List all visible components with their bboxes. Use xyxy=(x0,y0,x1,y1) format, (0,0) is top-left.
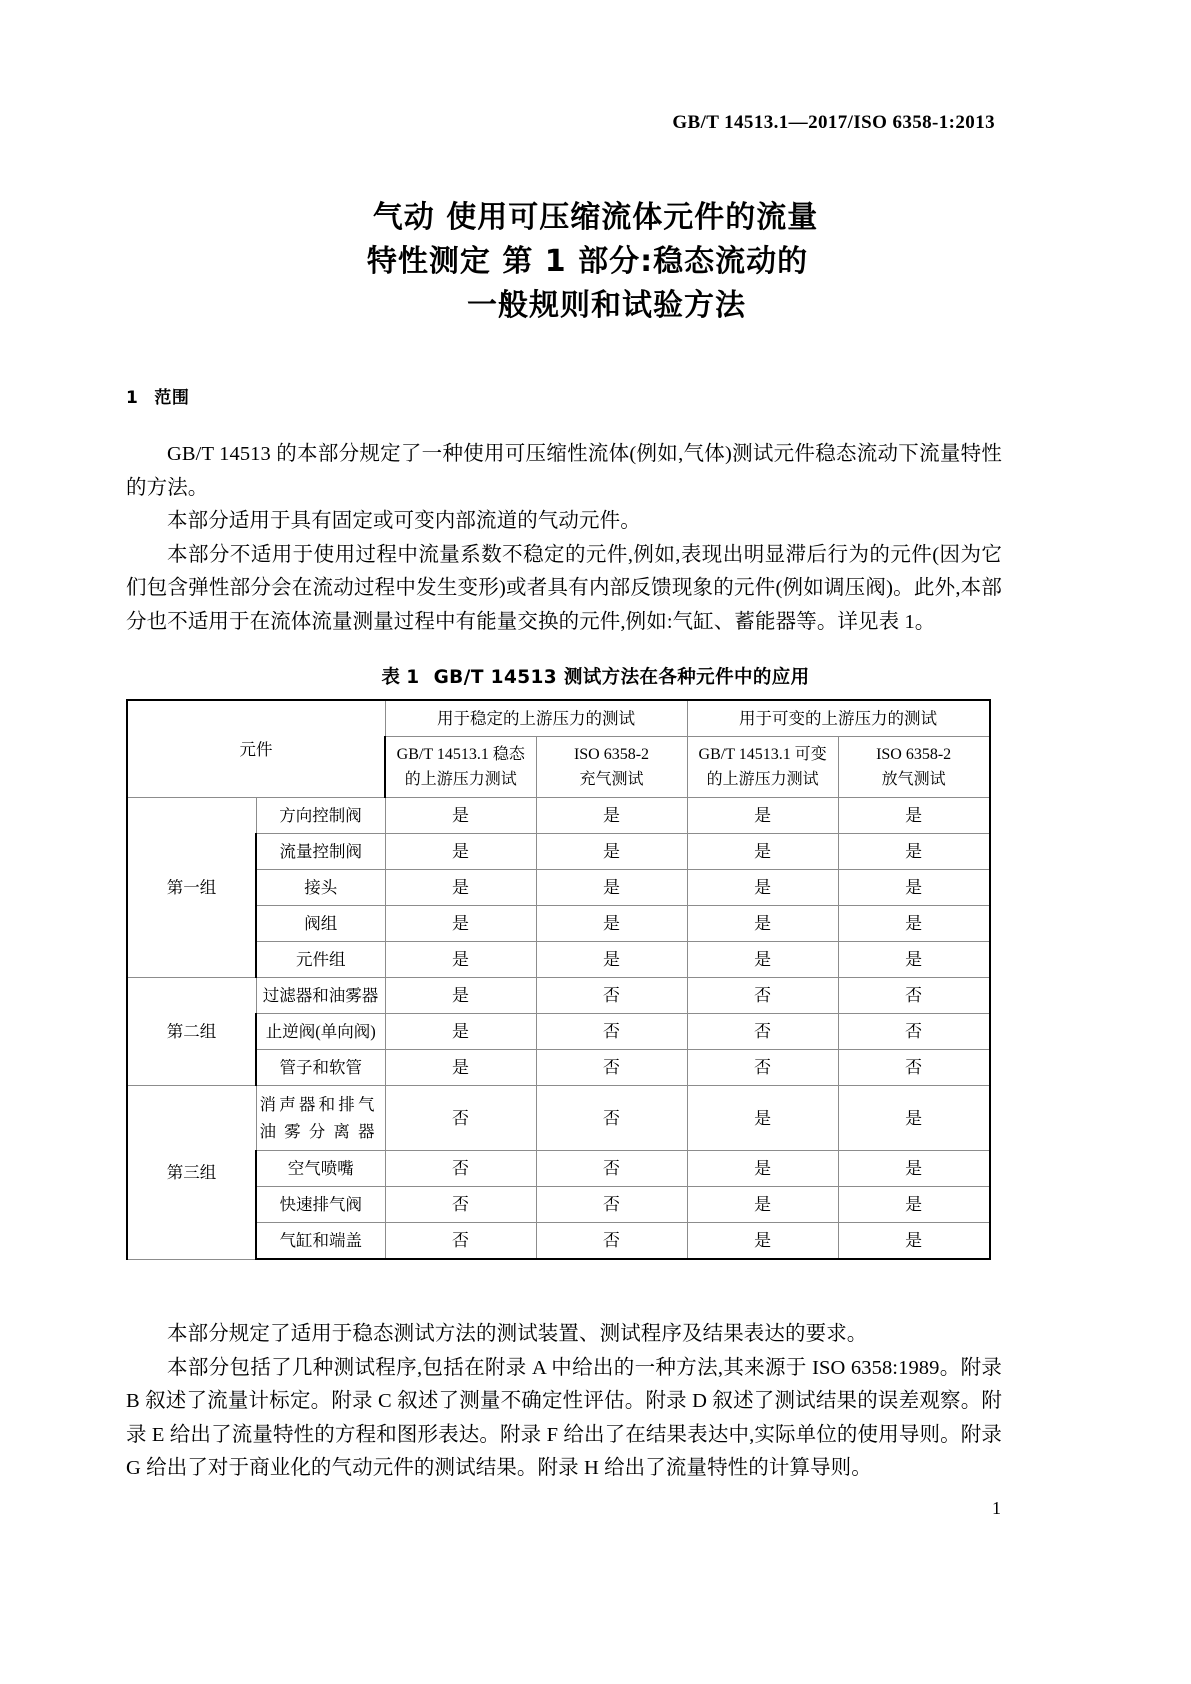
cell-value: 否 xyxy=(687,978,838,1014)
header-subcol-2-line1: ISO 6358-2 xyxy=(573,746,650,763)
cell-value: 是 xyxy=(385,978,536,1014)
cell-value: 是 xyxy=(536,942,687,978)
cell-value: 否 xyxy=(536,1014,687,1050)
table-row xyxy=(127,1151,990,1187)
cell-value: 是 xyxy=(536,834,687,870)
application-table xyxy=(126,699,991,1260)
table-row xyxy=(127,978,990,1014)
table-row xyxy=(127,1050,990,1086)
header-subcol-4-line2: 放气测试 xyxy=(881,771,946,788)
cell-value: 否 xyxy=(385,1151,536,1187)
header-subcol-3-line2: 的上游压力测试 xyxy=(706,771,819,788)
section-number: 1 xyxy=(126,388,139,408)
scope-body xyxy=(126,438,1002,639)
table-caption-number: 1 xyxy=(406,667,420,688)
cell-value: 是 xyxy=(838,1187,989,1223)
cell-value: 否 xyxy=(536,1050,687,1086)
table-caption-text: GB/T 14513 测试方法在各种元件中的应用 xyxy=(433,667,810,688)
cell-value: 是 xyxy=(687,798,838,834)
paragraph-3: 本部分不适用于使用过程中流量系数不稳定的元件,例如,表现出明显滞后行为的元件(因为它们包含弹性部分会在流动过程中发生变形)或者具有内部反馈现象的元件(例如调压阀)。此外,本部分也不适用于在流体流量测量过程中有能量交换的元件,例如:气缸、蓄能器等。详见表 1。 xyxy=(126,543,1002,633)
document-title xyxy=(0,196,1191,328)
cell-value: 是 xyxy=(838,834,989,870)
element-name: 快速排气阀 xyxy=(256,1187,385,1223)
cell-value: 否 xyxy=(687,1050,838,1086)
cell-value: 是 xyxy=(838,942,989,978)
element-name: 气缸和端盖 xyxy=(256,1223,385,1260)
header-group-stable: 用于稳定的上游压力的测试 xyxy=(385,700,687,737)
element-name: 元件组 xyxy=(256,942,385,978)
page-number: 1 xyxy=(992,1498,1001,1518)
cell-value: 是 xyxy=(385,870,536,906)
cell-value: 是 xyxy=(838,798,989,834)
cell-value: 是 xyxy=(385,906,536,942)
cell-value: 否 xyxy=(536,1086,687,1151)
cell-value: 是 xyxy=(687,1187,838,1223)
cell-value: 是 xyxy=(838,1086,989,1151)
title-line-1: 气动 使用可压缩流体元件的流量 xyxy=(372,200,819,235)
section-title: 范围 xyxy=(154,388,190,408)
element-name: 方向控制阀 xyxy=(256,798,385,834)
table-caption xyxy=(0,663,1191,689)
cell-value: 否 xyxy=(536,1223,687,1260)
header-subcol-4-line1: ISO 6358-2 xyxy=(876,746,952,763)
cell-value: 是 xyxy=(385,834,536,870)
element-name: 空气喷嘴 xyxy=(256,1151,385,1187)
cell-value: 否 xyxy=(385,1223,536,1260)
cell-value: 是 xyxy=(687,1151,838,1187)
cell-value: 否 xyxy=(536,1151,687,1187)
cell-value: 是 xyxy=(838,1223,989,1260)
cell-value: 是 xyxy=(687,870,838,906)
table-1-container xyxy=(126,699,966,1260)
cell-value: 是 xyxy=(838,1151,989,1187)
header-subcol-1-line2: 的上游压力测试 xyxy=(404,771,517,788)
cell-value: 是 xyxy=(536,906,687,942)
table-header-row-1 xyxy=(127,700,990,737)
element-name: 消声器和排气油雾分离器 xyxy=(256,1086,385,1151)
cell-value: 是 xyxy=(687,1223,838,1260)
table-row xyxy=(127,1223,990,1260)
cell-value: 是 xyxy=(385,1050,536,1086)
table-row xyxy=(127,1187,990,1223)
group-name: 第三组 xyxy=(127,1086,256,1260)
element-name: 管子和软管 xyxy=(256,1050,385,1086)
group-name: 第一组 xyxy=(127,798,256,978)
cell-value: 否 xyxy=(838,1014,989,1050)
cell-value: 是 xyxy=(687,942,838,978)
paragraph-5: 本部分包括了几种测试程序,包括在附录 A 中给出的一种方法,其来源于 ISO 6358:1989。附录 B 叙述了流量计标定。附录 C 叙述了测量不确定性评估。附录 D 叙述了测试结果的误差观察。附录 E 给出了流量特性的方程和图形表达。附录 F 给出了在结果表达中,实际单位的使用导则。附录 G 给出了对于商业化的气动元件的测试结果。附录 H 给出了流量特性的计算导则。 xyxy=(126,1356,1002,1479)
element-name: 阀组 xyxy=(256,906,385,942)
cell-value: 是 xyxy=(385,942,536,978)
cell-value: 是 xyxy=(838,870,989,906)
cell-value: 否 xyxy=(536,978,687,1014)
header-subcol-3 xyxy=(687,737,838,798)
cell-value: 否 xyxy=(687,1014,838,1050)
table-row xyxy=(127,1014,990,1050)
header-subcol-1 xyxy=(385,737,536,798)
cell-value: 是 xyxy=(536,870,687,906)
table-row xyxy=(127,906,990,942)
table-caption-label: 表 xyxy=(381,667,401,688)
table-row xyxy=(127,870,990,906)
title-line-2: 特性测定 第 1 部分:稳态流动的 xyxy=(366,244,809,279)
cell-value: 是 xyxy=(687,906,838,942)
cell-value: 否 xyxy=(838,1050,989,1086)
cell-value: 是 xyxy=(687,834,838,870)
table-row xyxy=(127,942,990,978)
title-line-3: 一般规则和试验方法 xyxy=(467,288,746,323)
cell-value: 否 xyxy=(385,1187,536,1223)
cell-value: 否 xyxy=(838,978,989,1014)
header-group-variable: 用于可变的上游压力的测试 xyxy=(687,700,990,737)
cell-value: 是 xyxy=(385,798,536,834)
table-row xyxy=(127,1086,990,1151)
table-row xyxy=(127,798,990,834)
paragraph-1: GB/T 14513 的本部分规定了一种使用可压缩性流体(例如,气体)测试元件稳态流动下流量特性的方法。 xyxy=(126,443,1002,499)
group-name: 第二组 xyxy=(127,978,256,1086)
running-header: GB/T 14513.1—2017/ISO 6358-1:2013 xyxy=(672,112,995,133)
cell-value: 否 xyxy=(536,1187,687,1223)
section-heading xyxy=(126,383,189,408)
cell-value: 是 xyxy=(838,906,989,942)
paragraph-4: 本部分规定了适用于稳态测试方法的测试装置、测试程序及结果表达的要求。 xyxy=(167,1323,868,1345)
cell-value: 是 xyxy=(536,798,687,834)
table-row xyxy=(127,834,990,870)
element-name: 接头 xyxy=(256,870,385,906)
element-name: 过滤器和油雾器 xyxy=(256,978,385,1014)
header-element: 元件 xyxy=(127,700,385,798)
header-subcol-1-line1: GB/T 14513.1 稳态 xyxy=(396,746,525,763)
element-name: 流量控制阀 xyxy=(256,834,385,870)
header-subcol-3-line1: GB/T 14513.1 可变 xyxy=(698,746,827,763)
header-subcol-4 xyxy=(838,737,989,798)
header-subcol-2-line2: 充气测试 xyxy=(579,771,644,788)
paragraph-2: 本部分适用于具有固定或可变内部流道的气动元件。 xyxy=(167,510,641,532)
element-name: 止逆阀(单向阀) xyxy=(256,1014,385,1050)
scope-body-tail xyxy=(126,1318,1002,1486)
header-subcol-2 xyxy=(536,737,687,798)
cell-value: 是 xyxy=(385,1014,536,1050)
cell-value: 是 xyxy=(687,1086,838,1151)
cell-value: 否 xyxy=(385,1086,536,1151)
